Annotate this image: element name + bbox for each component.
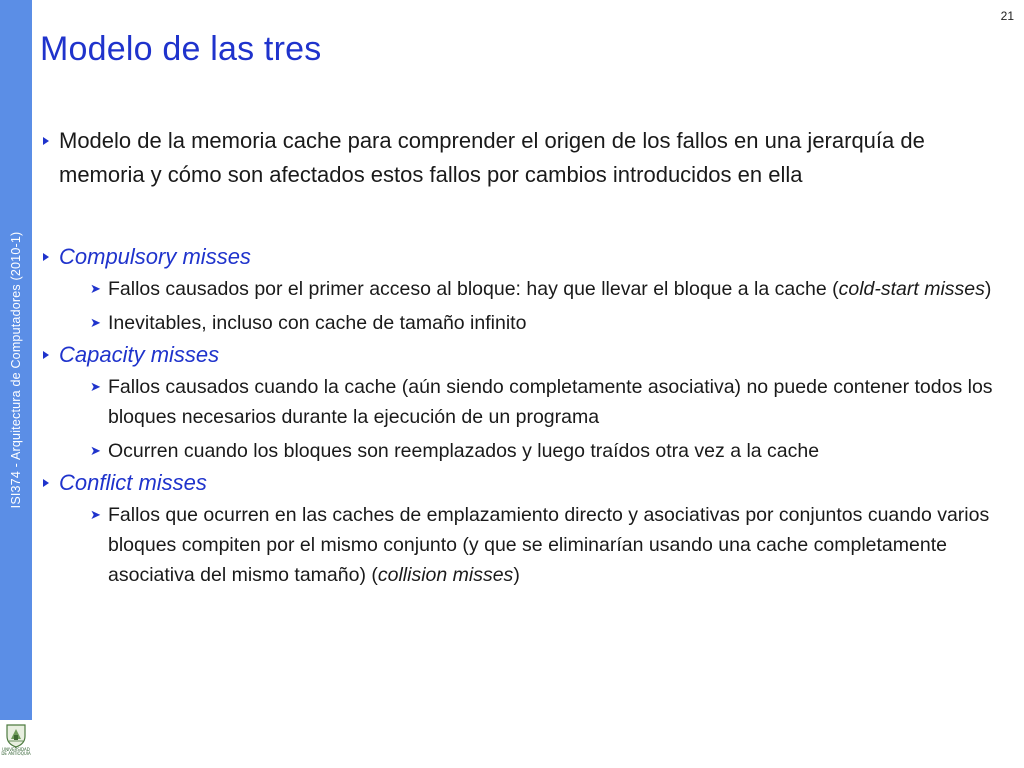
logo-line-2: DE ANTIOQUIA — [1, 751, 31, 756]
bullet-intro — [40, 124, 1000, 192]
triangle-bullet-icon — [43, 253, 49, 261]
chevron-bullet-icon: ➤ — [90, 379, 101, 394]
subbullet-conflict-1: ➤ Fallos que ocurren en las caches de emplazamiento directo y asociativas por conjuntos cuando varios bloques compiten por el mismo conjunto (y que se eliminarían usando una cache completamente asociativa del mismo tamaño) (collision misses) — [90, 504, 990, 586]
bullet-capacity — [40, 338, 1000, 372]
university-logo — [0, 722, 32, 768]
sidebar-band — [0, 0, 32, 720]
chevron-bullet-icon: ➤ — [90, 281, 101, 296]
slide-body — [40, 124, 1000, 590]
capacity-heading: Capacity misses — [59, 342, 220, 367]
subbullet-capacity-2: ➤ Ocurren cuando los bloques son reemplazados y luego traídos otra vez a la cache — [90, 440, 820, 462]
seal-icon — [5, 722, 27, 748]
bullet-conflict — [40, 466, 1000, 500]
course-label: ISI374 - Arquitectura de Computadores (2010-1) — [9, 231, 23, 509]
subbullet-compulsory-2: ➤ Inevitables, incluso con cache de tamaño infinito — [90, 312, 527, 334]
subbullet-compulsory-1: ➤ Fallos causados por el primer acceso al bloque: hay que llevar el bloque a la cache (cold-start misses) — [90, 278, 992, 300]
slide-title: Modelo de las tres — [40, 30, 322, 68]
chevron-bullet-icon: ➤ — [90, 443, 101, 458]
page-number: 21 — [1000, 9, 1014, 23]
chevron-bullet-icon: ➤ — [90, 507, 101, 522]
subbullet-capacity-1: ➤ Fallos causados cuando la cache (aún siendo completamente asociativa) no puede contener todos los bloques necesarios durante la ejecución de un programa — [90, 376, 993, 428]
chevron-bullet-icon: ➤ — [90, 315, 101, 330]
logo-line-1: UNIVERSIDAD — [2, 747, 30, 752]
conflict-heading: Conflict misses — [59, 470, 207, 495]
triangle-bullet-icon — [43, 351, 49, 359]
triangle-bullet-icon — [43, 137, 49, 145]
bullet-compulsory — [40, 240, 1000, 274]
intro-text: Modelo de la memoria cache para comprender el origen de los fallos en una jerarquía de memoria y cómo son afectados estos fallos por cambios introducidos en ella — [59, 128, 925, 187]
triangle-bullet-icon — [43, 479, 49, 487]
compulsory-heading: Compulsory misses — [59, 244, 251, 269]
